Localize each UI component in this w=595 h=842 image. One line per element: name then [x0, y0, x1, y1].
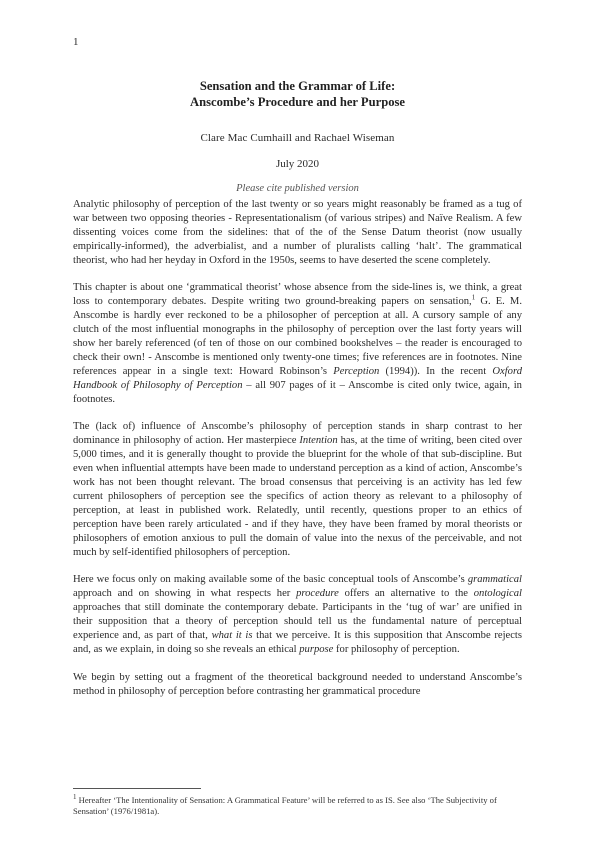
emphasis-what-it-is: what it is [211, 630, 253, 642]
paragraph-2-text-a: This chapter is about one ‘grammatical theorist’ whose absence from the side-lines is, we think, a great loss to contemporary debates. Despite writing two ground-breaking papers on sensation, [73, 282, 522, 308]
paragraph-4-text-c: offers an alternative to the [338, 588, 474, 600]
authors: Clare Mac Cumhaill and Rachael Wiseman [200, 132, 395, 144]
paragraph-2 [73, 281, 522, 406]
paragraph-5 [73, 671, 522, 699]
paragraph-2-text-c: (1994)). In the recent [379, 365, 493, 377]
citation-notice: Please cite published version [236, 183, 359, 194]
paragraph-3-text-b: has, at the time of writing, been cited over 5,000 times, and it is generally thought to provide the blueprint for the whole of that sub-discipline. But even when influential attempts have been made to understand perception as a kind of action, Anscombe’s work has not been thought relevant. The broad consensus that perceiving is an activity has led few current philosophers of perception see the specifics of action theory as relevant to a philosophy of perception, at least in published work. Relatedly, until recently, questions proper to an ethics of perception have been rarely articulated - and if they have, they have been framed by moral theorists or philosophers of emotion anxious to pull the domain of value into the nexus of the perceivable, and not much by self-identified philosophers of perception. [73, 435, 522, 558]
footnote-1 [73, 795, 522, 817]
footnote-reference-1[interactable]: 1 [471, 293, 476, 302]
paper-title [73, 78, 522, 110]
title-line-2: Anscombe’s Procedure and her Purpose [189, 95, 406, 109]
paragraph-4-text-e: that we perceive. It is this supposition that Anscombe rejects and, as we explain, in doing so she reveals an ethical [73, 630, 522, 655]
paragraph-4-text-a: Here we focus only on making available some of the basic conceptual tools of Anscombe’s [73, 574, 468, 586]
emphasis-procedure: procedure [296, 588, 339, 600]
footnote-text: Hereafter ‘The Intentionality of Sensation: A Grammatical Feature’ will be referred to as IS. See also ‘The Subjectivity of Sensation’ (1976/1981a). [73, 795, 497, 816]
body-text [73, 198, 522, 712]
page-number: 1 [73, 36, 79, 48]
paragraph-4-text-b: approach and on showing in what respects her [73, 588, 297, 600]
paragraph-2-text-d: – all 907 pages of it – Anscombe is cited only twice, again, in footnotes. [73, 379, 522, 405]
paragraph-4-text-d: approaches that still dominate the contemporary debate. Participants in the ‘tug of war’ are unified in their supposition that a theory of perception should tell us the fundamental nature of perceptual experience and, as part of that, [73, 602, 522, 642]
paragraph-4-text-f: for philosophy of perception. [333, 643, 460, 655]
footnote-divider [73, 788, 201, 789]
paragraph-3-text-a: The (lack of) influence of Anscombe’s philosophy of perception stands in sharp contrast to her dominance in philosophy of action. Her masterpiece [73, 421, 522, 447]
paragraph-1-text: Analytic philosophy of perception of the last twenty or so years might reasonably be framed as a tug of war between two opposing theories - Representationalism (of various stripes) and Naïve Realism. A few dissenting voices come from the sidelines: that of the of the Sense Datum theorist (now usually empirically-informed), the adverbialist, and a number of pluralists calling ‘halt’. The grammatical theorist, who had her heyday in Oxford in the 1950s, seems to have deserted the scene completely. [73, 199, 522, 266]
paragraph-3 [73, 420, 522, 559]
title-line-1: Sensation and the Grammar of Life: [199, 79, 396, 93]
paragraph-2-text-b: G. E. M. Anscombe is hardly ever reckoned to be a philosopher of perception at all. A cursory sample of any clutch of the most influential monographs in the philosophy of perception over the last forty years will show her barely referenced (of ten of those on our combined bookshelves – the reader is encouraged to check their own! - Anscombe is mentioned only twenty-one times; five references are in footnotes. Nine references appear in a single text: Howard Robinson’s [73, 296, 522, 377]
book-title-perception: Perception [333, 365, 380, 377]
emphasis-purpose: purpose [299, 643, 334, 655]
book-title-intention: Intention [299, 435, 338, 447]
emphasis-ontological: ontological [473, 588, 522, 600]
footnote-marker: 1 [73, 793, 77, 802]
book-title-oxford-handbook: Oxford Handbook of Philosophy of Perception [73, 365, 522, 391]
paragraph-4 [73, 573, 522, 656]
paper-header [73, 78, 522, 194]
paragraph-5-text: We begin by setting out a fragment of the theoretical background needed to understand Anscombe’s method in philosophy of perception before contrasting her grammatical procedure [73, 671, 522, 697]
emphasis-grammatical: grammatical [467, 574, 522, 586]
publication-date: July 2020 [275, 158, 320, 170]
paragraph-1 [73, 198, 522, 268]
